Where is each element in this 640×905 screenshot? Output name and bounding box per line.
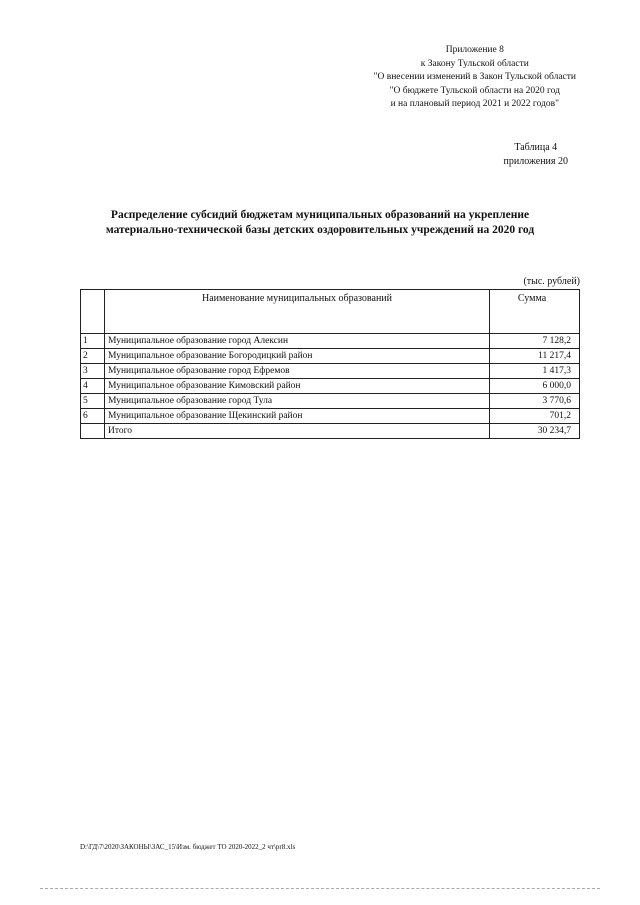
table-row [81, 364, 580, 379]
header-num-cell [81, 290, 105, 334]
row-name: Муниципальное образование Щекинский район [105, 409, 490, 424]
table-ref-line-1: Таблица 4 [514, 142, 558, 153]
row-sum: 1 417,3 [490, 364, 580, 379]
appendix-line-4: "О бюджете Тульской области на 2020 год [389, 85, 560, 96]
table-row [81, 349, 580, 364]
appendix-header [374, 44, 576, 112]
row-sum: 3 770,6 [490, 394, 580, 409]
appendix-line-5: и на плановый период 2021 и 2022 годов" [390, 99, 560, 109]
subsidy-table [80, 289, 580, 439]
row-num: 6 [81, 409, 105, 424]
row-num: 5 [81, 394, 105, 409]
row-num: 4 [81, 379, 105, 394]
file-path-footer: D:\ГД\7\2020\ЗАКОНЫ\ЗАС_15\Изм. бюджет ТО 2020-2022_2 чт\pr8.xls [80, 843, 296, 851]
title-line-2: материально-технической базы детских оздоровительных учреждений на 2020 год [105, 224, 535, 236]
units-label: (тыс. рублей) [523, 276, 580, 287]
header-sum-cell: Сумма [490, 290, 580, 334]
row-sum: 11 217,4 [490, 349, 580, 364]
row-name: Муниципальное образование город Алексин [105, 334, 490, 349]
title-line-1: Распределение субсидий бюджетам муниципальных образований на укрепление [110, 209, 530, 221]
row-name: Муниципальное образование Кимовский район [105, 379, 490, 394]
appendix-line-2: к Закону Тульской области [420, 58, 529, 69]
appendix-line-3: "О внесении изменений в Закон Тульской области [373, 72, 576, 82]
table-reference [504, 141, 568, 169]
header-name-cell: Наименование муниципальных образований [105, 290, 490, 334]
row-name: Муниципальное образование город Ефремов [105, 364, 490, 379]
scan-edge-divider [40, 888, 600, 889]
table-row [81, 409, 580, 424]
row-num: 2 [81, 349, 105, 364]
total-label: Итого [105, 424, 490, 439]
document-title [60, 208, 580, 238]
row-name: Муниципальное образование Богородицкий район [105, 349, 490, 364]
table-row [81, 394, 580, 409]
total-sum: 30 234,7 [490, 424, 580, 439]
row-num: 1 [81, 334, 105, 349]
row-name: Муниципальное образование город Тула [105, 394, 490, 409]
table-row [81, 334, 580, 349]
table-ref-line-2: приложения 20 [503, 156, 568, 167]
row-sum: 701,2 [490, 409, 580, 424]
row-sum: 6 000,0 [490, 379, 580, 394]
table-row [81, 379, 580, 394]
total-num [81, 424, 105, 439]
table-header-row [81, 290, 580, 334]
row-num: 3 [81, 364, 105, 379]
row-sum: 7 128,2 [490, 334, 580, 349]
total-row [81, 424, 580, 439]
appendix-line-1: Приложение 8 [445, 45, 504, 55]
